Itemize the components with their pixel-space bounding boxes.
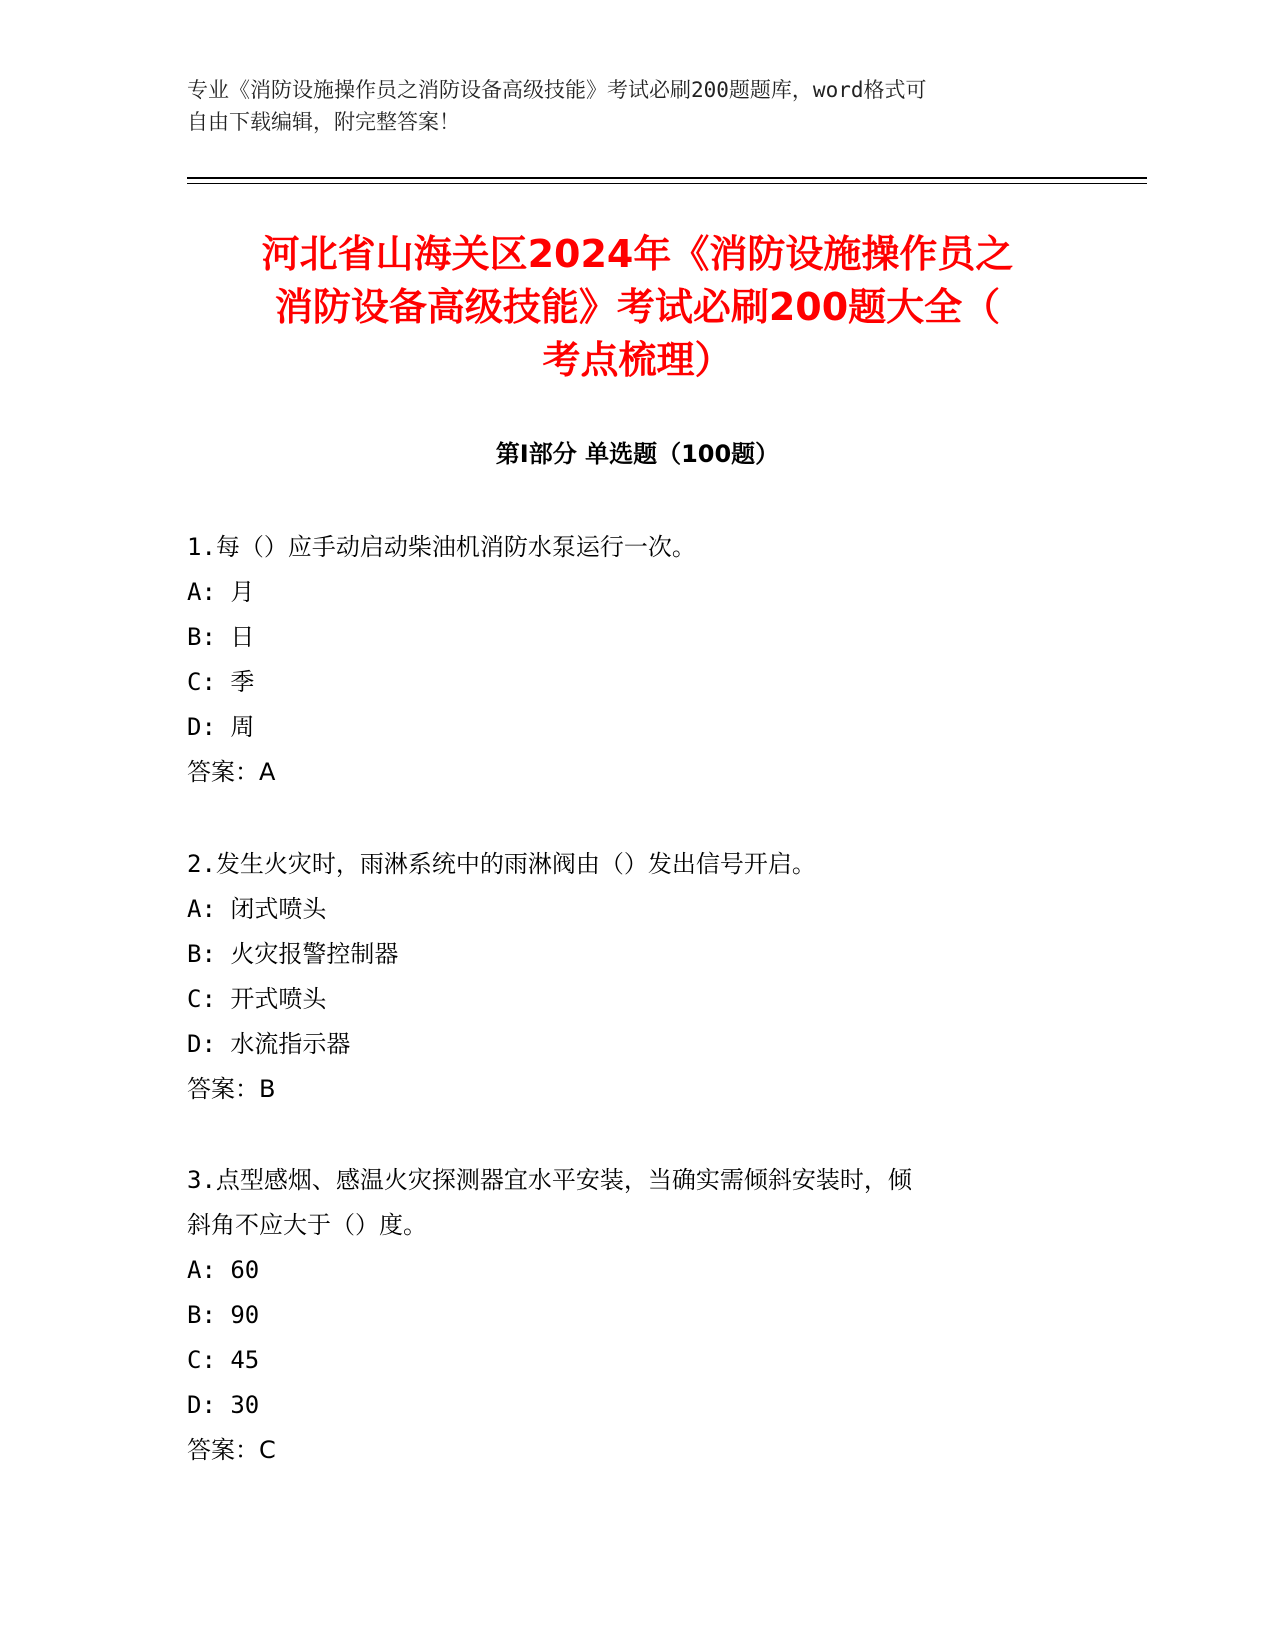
option-d: D: 30: [187, 1391, 260, 1419]
option-c: C: 开式喷头: [187, 985, 327, 1013]
option-b: B: 90: [187, 1301, 260, 1329]
option-b: B: 日: [187, 623, 255, 651]
option-a: A: 闭式喷头: [187, 895, 327, 923]
section-title: 第Ⅰ部分 单选题（100题）: [495, 440, 780, 468]
option-d: D: 水流指示器: [187, 1030, 351, 1058]
option-d: D: 周: [187, 713, 255, 741]
header-note-line: 自由下载编辑，附完整答案！: [187, 110, 460, 134]
question-stem-continued: 斜角不应大于（）度。: [187, 1211, 427, 1239]
option-c: C: 45: [187, 1346, 260, 1374]
option-c: C: 季: [187, 668, 255, 696]
question-stem: 2.发生火灾时，雨淋系统中的雨淋阀由（）发出信号开启。: [187, 850, 816, 878]
header-note-line: 专业《消防设施操作员之消防设备高级技能》考试必刷200题题库，word格式可: [187, 78, 927, 102]
document-title-line: 考点梳理）: [542, 338, 733, 382]
option-b: B: 火灾报警控制器: [187, 940, 399, 968]
header-divider-thick: [187, 177, 1147, 179]
answer-text: 答案：A: [187, 758, 276, 786]
question-stem: 1.每（）应手动启动柴油机消防水泵运行一次。: [187, 533, 696, 561]
document-title-line: 消防设备高级技能》考试必刷200题大全（: [274, 285, 1001, 329]
question-stem: 3.点型感烟、感温火灾探测器宜水平安装，当确实需倾斜安装时，倾: [187, 1166, 912, 1194]
question-item: [187, 1158, 1087, 1473]
answer-text: 答案：C: [187, 1436, 276, 1464]
header-divider-thin: [187, 183, 1147, 184]
header-note: [187, 74, 1067, 138]
document-title-line: 河北省山海关区2024年《消防设施操作员之: [261, 232, 1014, 276]
option-a: A: 60: [187, 1256, 260, 1284]
question-item: [187, 525, 1087, 795]
option-a: A: 月: [187, 578, 255, 606]
document-title: [150, 228, 1125, 387]
question-item: [187, 842, 1087, 1112]
answer-text: 答案：B: [187, 1075, 276, 1103]
